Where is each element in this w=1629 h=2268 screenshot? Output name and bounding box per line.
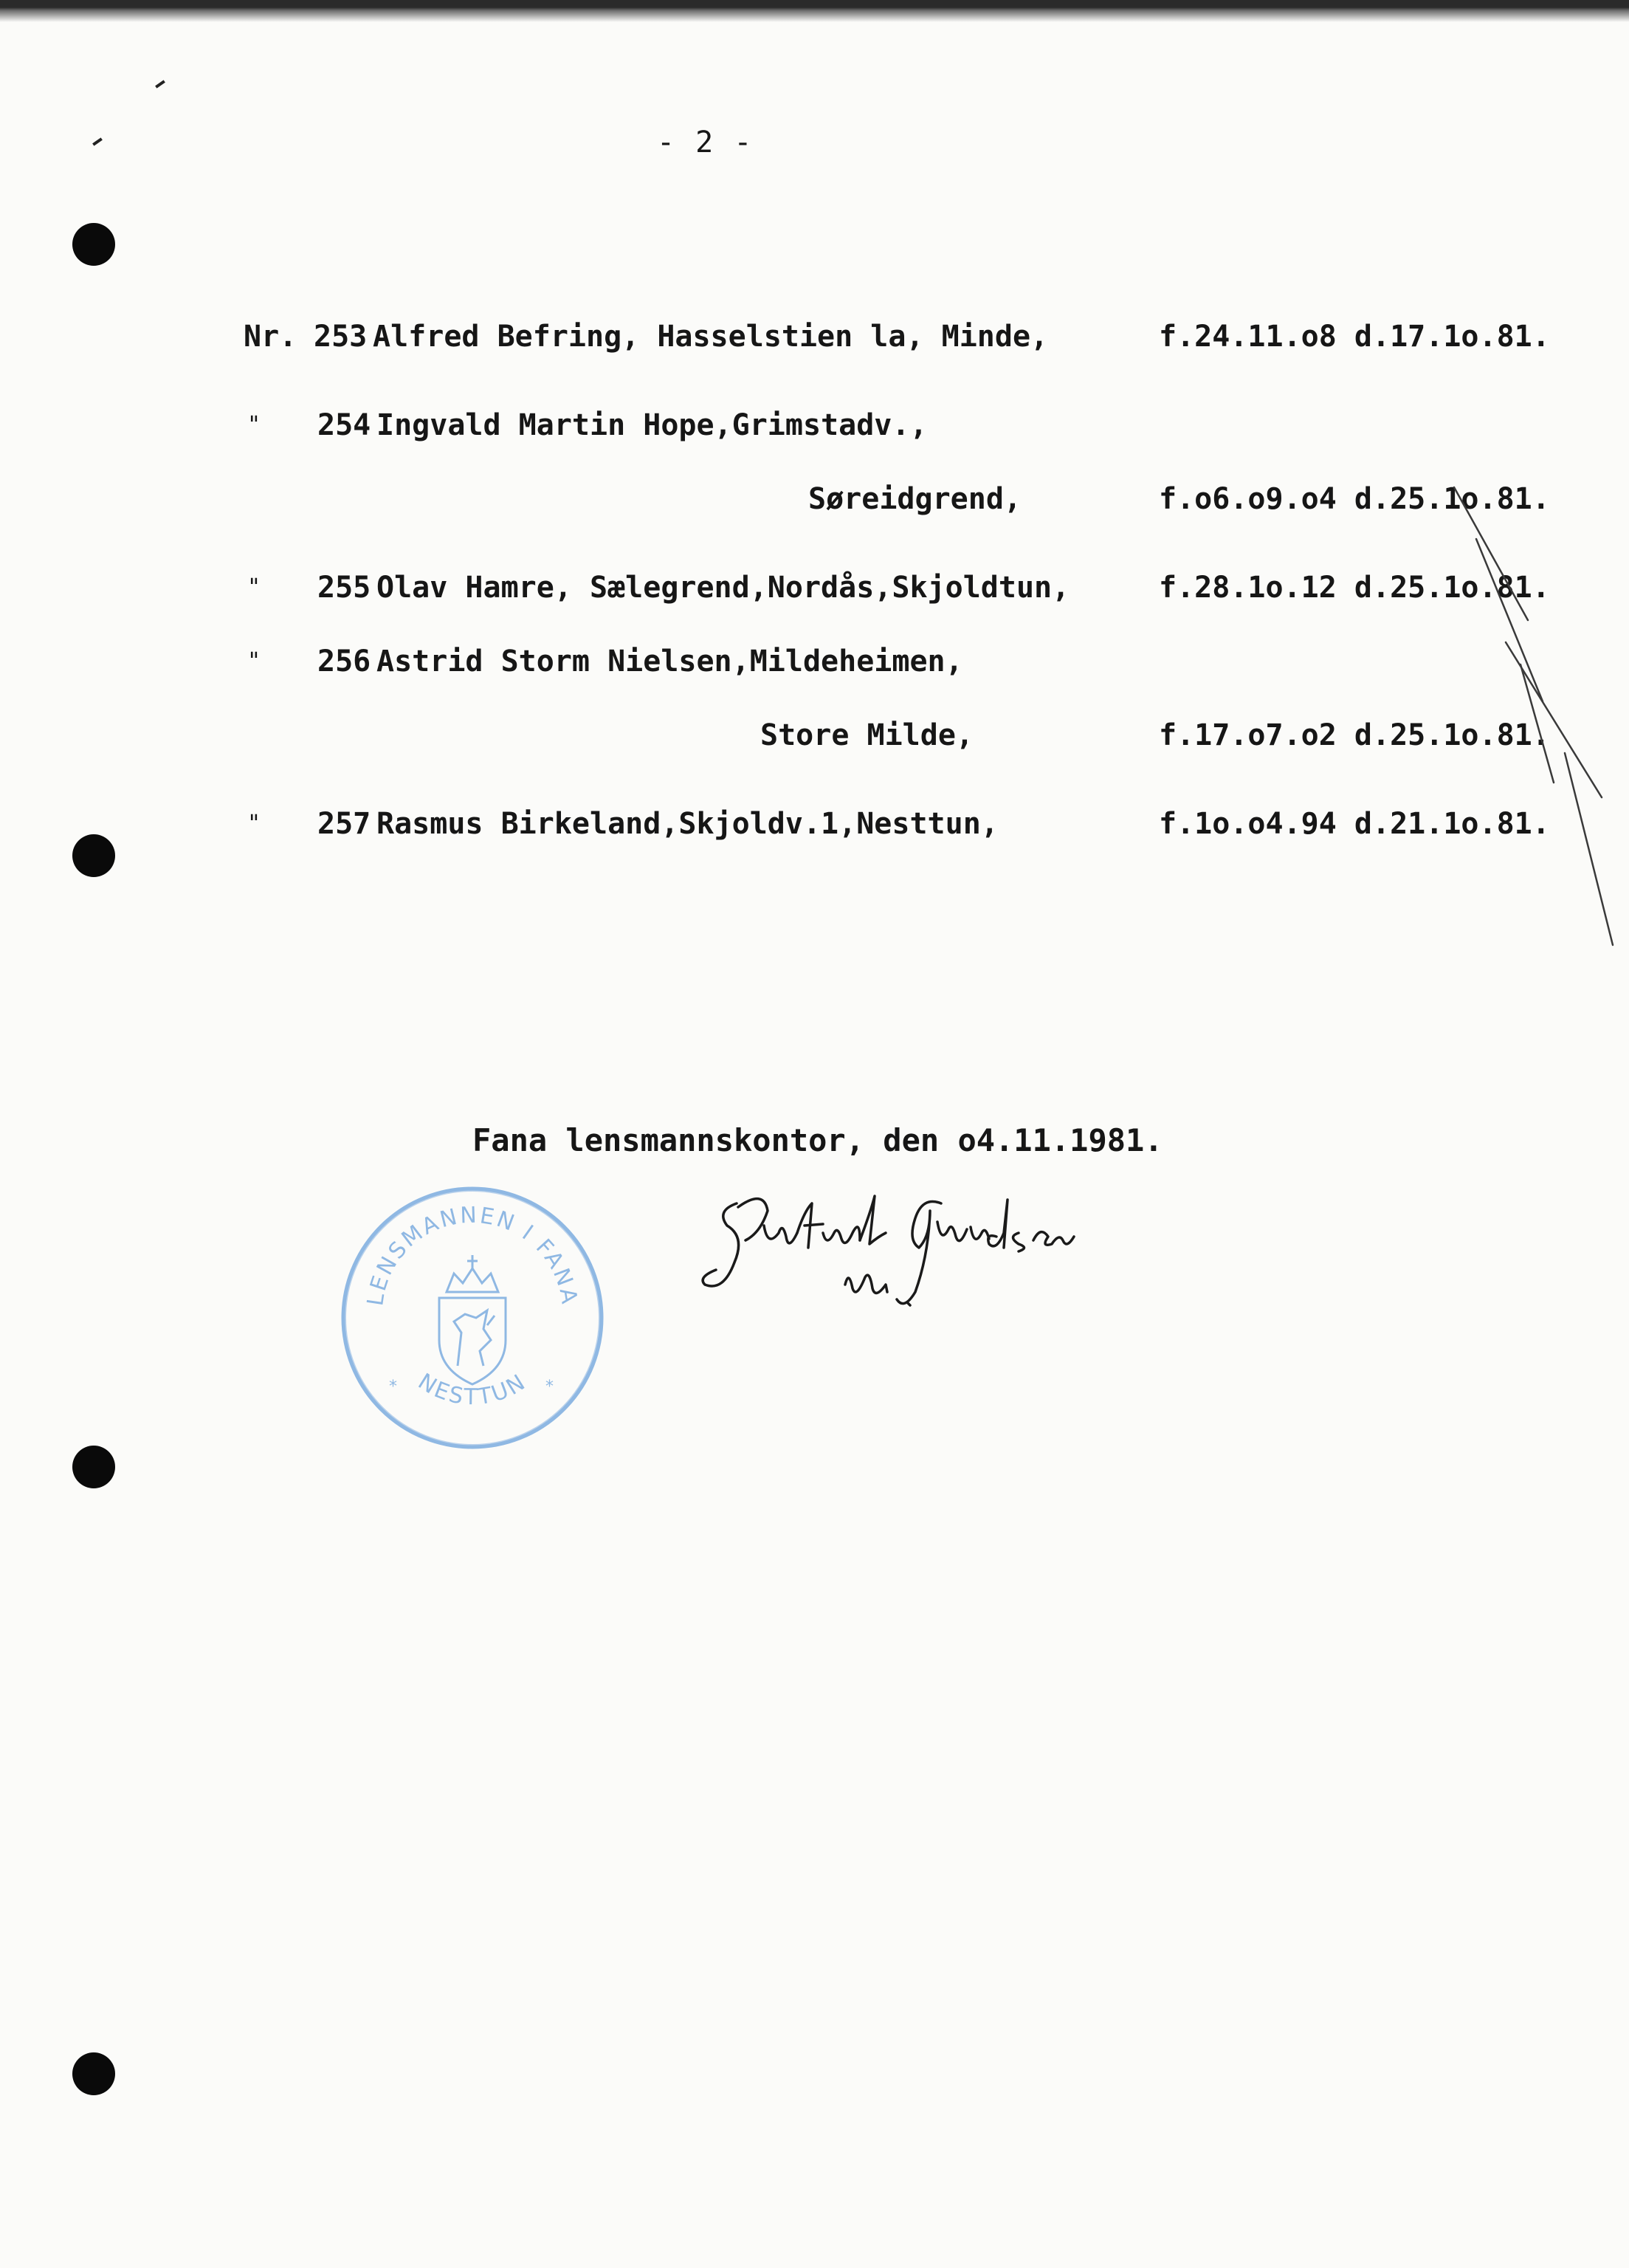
coat-of-arms-icon (439, 1255, 506, 1384)
ditto-mark: " (247, 574, 261, 600)
scan-mark (92, 137, 103, 145)
entry-born: f.24.11.o8 (1159, 320, 1337, 354)
entry-died: d.21.1o.81. (1354, 807, 1550, 841)
scanned-top-edge (0, 0, 1629, 22)
ditto-mark: " (247, 811, 261, 836)
list-item-continuation (244, 484, 1587, 573)
entry-died: d.25.1o.81. (1354, 571, 1550, 605)
entry-lead: Nr. (244, 320, 297, 354)
entry-died: d.25.1o.81. (1354, 482, 1550, 516)
entry-born: f.17.o7.o2 (1159, 718, 1337, 752)
entry-born: f.o6.o9.o4 (1159, 482, 1337, 516)
entry-number: 253 (314, 320, 368, 354)
list-item (244, 573, 1587, 647)
entry-died: d.25.1o.81. (1354, 718, 1550, 752)
entry-number: 254 (317, 408, 371, 442)
page-number: - 2 - (657, 126, 754, 159)
list-item-continuation (244, 718, 1587, 809)
pencil-annotation-marks (1447, 472, 1624, 975)
entry-number: 256 (317, 645, 371, 678)
stamp-bottom-text: NESTTUN (413, 1368, 531, 1411)
svg-text:*: * (545, 1378, 554, 1396)
punch-hole (72, 1446, 115, 1488)
scan-mark (155, 80, 165, 88)
entry-continuation: Store Milde, (760, 718, 974, 752)
list-item (244, 410, 1587, 484)
entry-dates (1159, 320, 1550, 354)
entry-name-address: Ingvald Martin Hope,Grimstadv., (376, 408, 928, 442)
place-and-date: Fana lensmannskontor, den o4.11.1981. (472, 1122, 1163, 1158)
svg-text:*: * (389, 1378, 397, 1396)
punch-hole (72, 223, 115, 266)
entry-continuation: Søreidgrend, (808, 482, 1022, 516)
handwritten-signature (694, 1181, 1107, 1329)
ditto-mark: " (247, 648, 261, 674)
entry-name-address: Astrid Storm Nielsen,Mildeheimen, (376, 645, 963, 678)
entry-name-address: Rasmus Birkeland,Skjoldv.1,Nesttun, (376, 807, 999, 841)
entry-name-address: Olav Hamre, Sælegrend,Nordås,Skjoldtun, (376, 571, 1070, 605)
stamp-top-text: LENSMANNEN I FANA (362, 1202, 582, 1308)
list-item (244, 647, 1587, 721)
punch-hole (72, 2052, 115, 2095)
entry-number: 257 (317, 807, 371, 841)
entry-number: 255 (317, 571, 371, 605)
punch-hole (72, 834, 115, 877)
entry-name-address: Alfred Befring, Hasselstien la, Minde, (373, 320, 1049, 354)
list-item (244, 322, 1587, 410)
entry-died: d.17.1o.81. (1354, 320, 1550, 354)
official-stamp (336, 1181, 609, 1454)
list-item (244, 809, 1587, 898)
ditto-mark: " (247, 412, 261, 438)
entry-born: f.28.1o.12 (1159, 571, 1337, 605)
death-register-list (244, 322, 1587, 898)
svg-text:NESTTUN (413, 1369, 531, 1410)
entry-born: f.1o.o4.94 (1159, 807, 1337, 841)
